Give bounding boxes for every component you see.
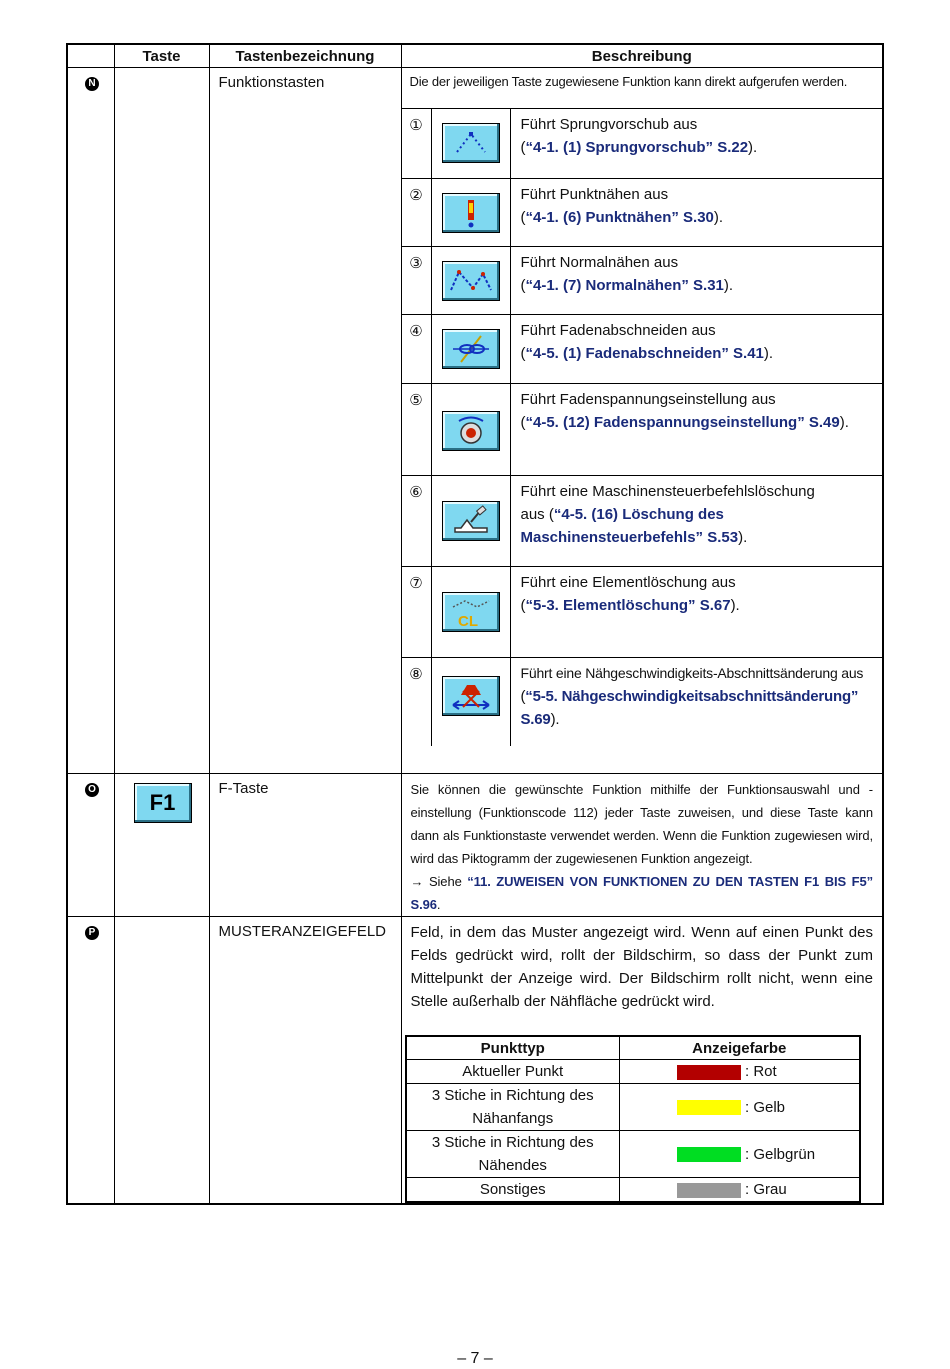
item-open: (	[520, 414, 526, 431]
table-row-o	[67, 774, 883, 917]
sprungvorschub-icon[interactable]	[442, 123, 500, 163]
item-number: ⑥	[402, 476, 432, 567]
item-close: ).	[730, 597, 740, 614]
punktnaehen-icon[interactable]	[442, 193, 500, 233]
normalnaehen-icon[interactable]	[442, 261, 500, 301]
header-tastenbezeichnung: Tastenbezeichnung	[209, 44, 401, 68]
item-number: ③	[402, 247, 432, 315]
name-funktionstasten: Funktionstasten	[209, 68, 401, 774]
table-header-row	[67, 44, 883, 68]
color-label: : Rot	[745, 1063, 777, 1080]
table-row	[406, 1178, 860, 1203]
symbol-cell-o	[67, 774, 114, 917]
item-number: ④	[402, 315, 432, 384]
maschinensteuerbefehl-icon[interactable]	[442, 501, 500, 541]
name-f-taste: F-Taste	[209, 774, 401, 917]
item-number: ⑦	[402, 567, 432, 658]
key-cell-n	[114, 68, 209, 774]
elementloeschung-icon[interactable]	[442, 592, 500, 632]
item-text: Führt Normalnähen aus	[520, 254, 679, 271]
name-musteranzeigefeld: MUSTERANZEIGEFELD	[209, 917, 401, 1205]
punkttyp-cell: 3 Stiche in Richtung des Nähendes	[406, 1131, 620, 1178]
item-close: ).	[713, 209, 724, 226]
desc-cell-n	[401, 68, 883, 774]
f1-key-button[interactable]: F1	[134, 783, 192, 823]
table-row-p	[67, 917, 883, 1205]
function-key-table	[66, 43, 884, 1205]
color-legend-table	[405, 1035, 861, 1203]
item-close: ).	[550, 711, 560, 728]
item-text: Führt Fadenspannungseinstellung aus	[520, 391, 776, 408]
item-text: Führt eine Maschinensteuerbefehlslöschung	[520, 483, 815, 500]
function-list	[402, 108, 883, 746]
item-text: Führt eine Nähgeschwindigkeits-Abschnittsänderung aus	[520, 665, 864, 681]
marker-n: N	[85, 77, 99, 91]
color-swatch	[677, 1065, 741, 1080]
item-open: (	[520, 277, 526, 294]
list-item	[402, 109, 883, 179]
item-open: (	[520, 139, 526, 156]
color-label: : Gelb	[745, 1098, 786, 1116]
header-anzeigefarbe: Anzeigefarbe	[620, 1036, 860, 1060]
header-symbol	[67, 44, 114, 68]
desc-cell-p	[401, 917, 883, 1205]
item-number: ①	[402, 109, 432, 179]
list-item	[402, 384, 883, 476]
item-text: Führt eine Elementlöschung aus	[520, 574, 736, 591]
item-number: ⑧	[402, 658, 432, 746]
item-open: (	[520, 688, 526, 705]
list-item	[402, 567, 883, 658]
header-taste: Taste	[114, 44, 209, 68]
item-close: ).	[748, 139, 758, 156]
item-ref: “4-5. (1) Fadenabschneiden” S.41	[525, 345, 764, 362]
elementloeschung-icon-label: CL	[457, 613, 478, 630]
item-ref: “4-5. (16) Löschung des Maschinensteuerbefehls” S.53	[520, 506, 739, 546]
item-open: (	[520, 597, 526, 614]
marker-p: P	[85, 926, 99, 940]
see-prefix: → Siehe	[410, 874, 468, 889]
item-close: ).	[839, 414, 849, 431]
item-close: ).	[763, 345, 774, 362]
item-text: Führt Punktnähen aus	[520, 186, 669, 203]
desc-f-taste: Sie können die gewünschte Funktion mithilfe der Funktionsauswahl und -einstellung (Funktionscode 112) jeder Taste zuweisen, und diese Taste kann dann als Funktionstaste verwendet werden. Wenn die Funktion zugewiesen wird, wird das Piktogramm der zugewiesenen Funktion angezeigt.	[410, 782, 873, 866]
item-text: Führt Sprungvorschub aus	[520, 116, 698, 133]
page-number: – 7 –	[457, 1350, 493, 1367]
table-row	[406, 1084, 860, 1131]
desc-cell-o	[401, 774, 883, 917]
color-swatch	[677, 1100, 741, 1115]
color-table-header	[406, 1036, 860, 1060]
naehgeschwindigkeit-icon[interactable]	[442, 676, 500, 716]
list-item	[402, 476, 883, 567]
punkttyp-cell: Sonstiges	[406, 1178, 620, 1203]
item-open: aus (	[520, 506, 554, 523]
list-item	[402, 247, 883, 315]
see-suffix: .	[436, 897, 441, 912]
color-label: : Grau	[745, 1181, 787, 1198]
color-label: : Gelbgrün	[745, 1145, 816, 1163]
item-ref: “5-5. Nähgeschwindigkeitsabschnittsänderung” S.69	[520, 688, 859, 728]
symbol-cell-n	[67, 68, 114, 774]
item-number: ⑤	[402, 384, 432, 476]
list-item	[402, 179, 883, 247]
item-open: (	[520, 209, 526, 226]
item-ref: “4-1. (1) Sprungvorschub” S.22	[525, 139, 749, 156]
header-punkttyp: Punkttyp	[406, 1036, 620, 1060]
list-item	[402, 315, 883, 384]
item-ref: “4-1. (6) Punktnähen” S.30	[525, 209, 714, 226]
key-cell-o	[114, 774, 209, 917]
table-row	[406, 1060, 860, 1084]
color-swatch	[677, 1183, 741, 1198]
punkttyp-cell: 3 Stiche in Richtung des Nähanfangs	[406, 1084, 620, 1131]
punkttyp-cell: Aktueller Punkt	[406, 1060, 620, 1084]
marker-o: O	[85, 783, 99, 797]
key-cell-p	[114, 917, 209, 1205]
item-close: ).	[738, 529, 748, 546]
color-swatch	[677, 1147, 741, 1162]
desc-intro-n: Die der jeweiligen Taste zugewiesene Funktion kann direkt aufgerufen werden.	[409, 74, 848, 89]
header-beschreibung: Beschreibung	[401, 44, 883, 68]
table-row-n	[67, 68, 883, 774]
fadenspannung-icon[interactable]	[442, 411, 500, 451]
desc-musteranzeigefeld: Feld, in dem das Muster angezeigt wird. Wenn auf einen Punkt des Felds gedrückt wird, rollt der Bildschirm, so dass der Punkt zum Mittelpunkt der Anzeige wird. Der Bildschirm rollt nicht, wenn eine Stelle außerhalb der Nähfläche gedrückt wird.	[410, 924, 873, 1010]
symbol-cell-p	[67, 917, 114, 1205]
see-reference: “11. ZUWEISEN VON FUNKTIONEN ZU DEN TASTEN F1 BIS F5” S.96	[410, 874, 873, 912]
list-item	[402, 658, 883, 746]
item-text: Führt Fadenabschneiden aus	[520, 322, 716, 339]
item-number: ②	[402, 179, 432, 247]
item-open: (	[520, 345, 526, 362]
item-ref: “4-1. (7) Normalnähen” S.31	[525, 277, 724, 294]
item-ref: “5-3. Elementlöschung” S.67	[525, 597, 731, 614]
table-row	[406, 1131, 860, 1178]
fadenabschneiden-icon[interactable]	[442, 329, 500, 369]
item-close: ).	[723, 277, 734, 294]
item-ref: “4-5. (12) Fadenspannungseinstellung” S.49	[525, 414, 840, 431]
